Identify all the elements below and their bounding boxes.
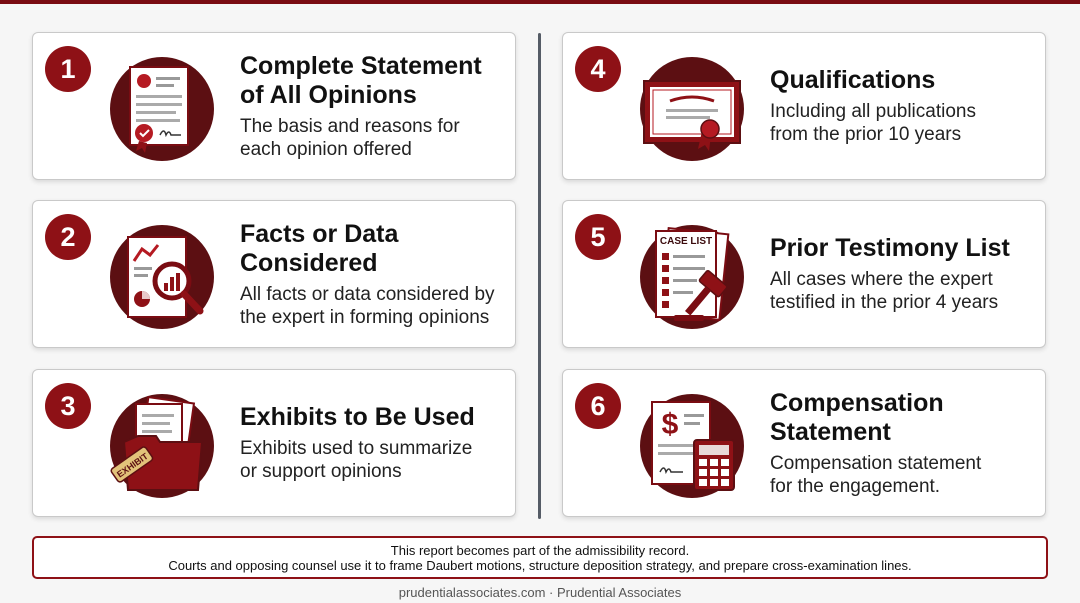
step-number: 4	[575, 46, 621, 92]
column-divider	[538, 33, 541, 519]
card-opinions-statement	[32, 32, 516, 180]
card-text	[770, 201, 1031, 347]
step-number: 5	[575, 214, 621, 260]
data-magnifier-icon	[108, 223, 216, 331]
step-number: 6	[575, 383, 621, 429]
card-testimony-list	[562, 200, 1046, 348]
card-exhibits	[32, 369, 516, 517]
card-facts-data	[32, 200, 516, 348]
case-list-gavel-icon	[638, 223, 746, 331]
signed-document-icon	[108, 55, 216, 163]
note-line-1: This report becomes part of the admissibility record.	[390, 542, 690, 558]
card-title: Prior Testimony List	[770, 234, 1010, 262]
exhibit-tag-label: EXHIBIT	[115, 450, 150, 480]
card-title: Qualifications	[770, 66, 936, 94]
card-text	[240, 201, 501, 347]
exhibit-folder-icon	[108, 392, 216, 500]
card-title: Facts or Data Considered	[240, 219, 399, 277]
card-title: Exhibits to Be Used	[240, 403, 475, 431]
card-description: The basis and reasons for each opinion offered	[240, 115, 460, 160]
card-description: Compensation statement for the engagement.	[770, 452, 982, 497]
invoice-calculator-icon	[638, 392, 746, 500]
admissibility-note	[32, 536, 1048, 579]
top-accent-bar	[0, 0, 1080, 4]
note-line-2: Courts and opposing counsel use it to frame Daubert motions, structure deposition strategy, and prepare cross-examination lines.	[168, 557, 912, 573]
card-description: All cases where the expert testified in the prior 4 years	[770, 269, 999, 313]
step-number: 3	[45, 383, 91, 429]
step-number: 2	[45, 214, 91, 260]
source-credit: prudentialassociates.com · Prudential Associates	[398, 585, 682, 600]
card-qualifications	[562, 32, 1046, 180]
card-text	[770, 370, 1031, 516]
step-number: 1	[45, 46, 91, 92]
dollar-sign-icon: $	[661, 408, 679, 441]
card-description: All facts or data considered by the expert in forming opinions	[240, 283, 495, 328]
card-description: Including all publications from the prior 10 years	[770, 101, 976, 145]
card-description: Exhibits used to summarize or support opinions	[240, 438, 473, 482]
card-title: Complete Statement of All Opinions	[240, 51, 482, 109]
case-list-label: CASE LIST	[659, 236, 713, 247]
certificate-icon	[638, 55, 746, 163]
card-title: Compensation Statement	[770, 388, 944, 446]
card-text	[770, 33, 1031, 179]
card-text	[240, 33, 501, 179]
card-text	[240, 370, 501, 516]
card-compensation	[562, 369, 1046, 517]
